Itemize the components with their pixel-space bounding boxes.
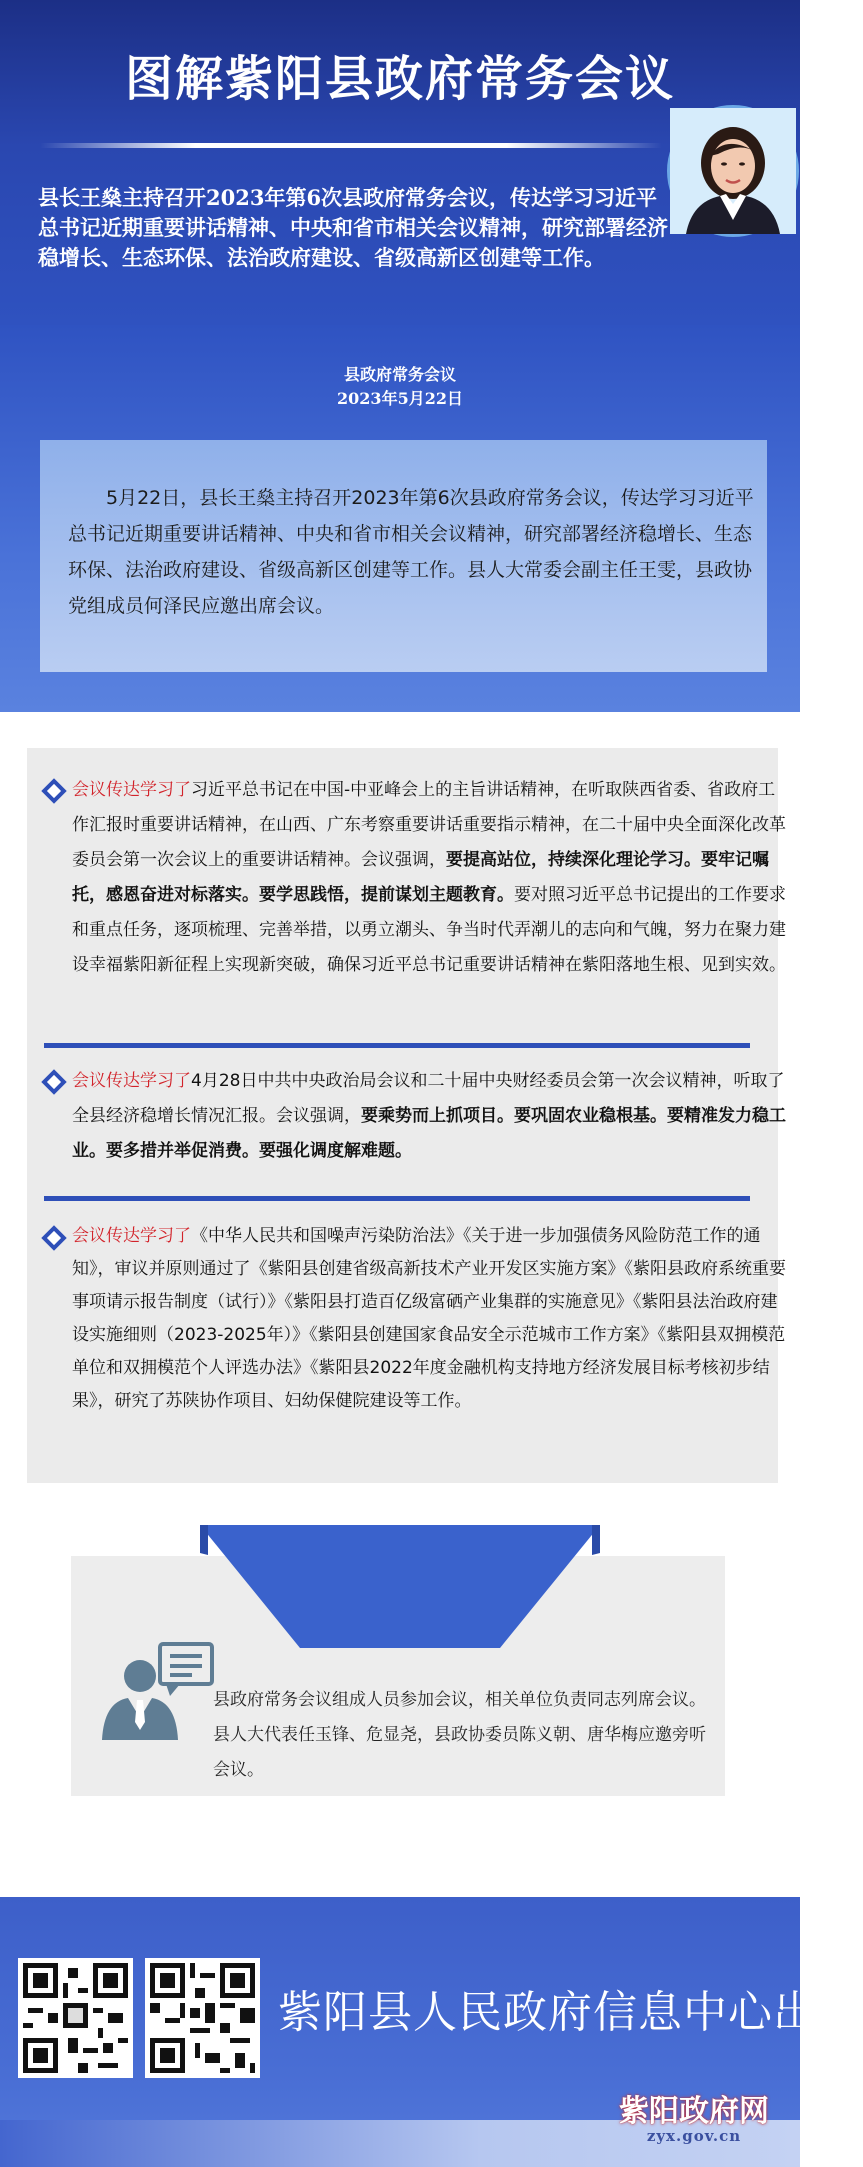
section-1-body: 习近平总书记在中国-中亚峰会上的主旨讲话精神，在听取陕西省委、省政府工作汇报时重要讲话精神，在山西、广东考察重要讲话重要指示精神，在二十届中央全面深化改革委员会第一次会议上的重要讲话精神。会议强调， (72, 780, 786, 870)
portrait-icon (670, 108, 796, 234)
qr-code-pattern (18, 1958, 133, 2078)
page-title: 图解紫阳县政府常务会议 (124, 51, 675, 107)
meeting-name: 县政府常务会议 (343, 365, 456, 384)
section-divider (44, 1196, 750, 1201)
section-1-text (72, 773, 790, 983)
section-3-highlight: 会议传达学习了 (72, 1226, 191, 1246)
section-1-highlight: 会议传达学习了 (72, 780, 191, 800)
attendees-text: 县政府常务会议组成人员参加会议，相关单位负责同志列席会议。县人大代表任玉锋、危显尧，县政协委员陈义朝、唐华梅应邀旁听会议。 (213, 1690, 706, 1780)
section-3-body: 《中华人民共和国噪声污染防治法》《关于进一步加强债务风险防范工作的通知》，审议并原则通过了《紫阳县创建省级高新技术产业开发区实施方案》《紫阳县政府系统重要事项请示报告制度（试行）》《紫阳县打造百亿级富硒产业集群的实施意见》《紫阳县法治政府建设实施细则（2023-2025年）》《紫阳县创建国家食品安全示范城市工作方案》《紫阳县双拥模范单位和双拥模范个人评选办法》《紫阳县2022年度金融机构支持地方经济发展目标考核初步结果》，研究了苏陕协作项目、妇幼保健院建设等工作。 (72, 1226, 786, 1411)
qr-code-pattern (145, 1958, 260, 2078)
footer-domain[interactable]: zyx.gov.cn (646, 2127, 742, 2145)
qr-code-icon[interactable] (18, 1958, 133, 2078)
meeting-date: 2023年5月22日 (337, 389, 463, 408)
intro-text: 5月22日，县长王燊主持召开2023年第6次县政府常务会议，传达学习习近平总书记近期重要讲话精神、中央和省市相关会议精神，研究部署经济稳增长、生态环保、法治政府建设、省级高新区创建等工作。县人大常委会副主任王雯，县政协党组成员何泽民应邀出席会议。 (68, 487, 754, 617)
section-1-emphasis: 要提高站位，持续深化理论学习。要牢记嘱托，感恩奋进对标落实。要学思践悟，提前谋划主题教育。 (72, 850, 769, 905)
footer-title: 紫阳县人民政府信息中心出品 (278, 1987, 863, 2038)
section-2-text (72, 1064, 790, 1169)
person-speech-icon (100, 1640, 220, 1740)
tab-shape (200, 1525, 600, 1648)
section-1-body-2: 要对照习近平总书记提出的工作要求和重点任务，逐项梳理、完善举措，以勇立潮头、争当时代弄潮儿的志向和气魄，努力在聚力建设幸福紫阳新征程上实现新突破，确保习近平总书记重要讲话精神在紫阳落地生根、见到实效。 (72, 885, 786, 975)
footer-brand-logo[interactable]: 紫阳政府网 (619, 2094, 769, 2129)
header-summary: 县长王燊主持召开2023年第6次县政府常务会议，传达学习习近平总书记近期重要讲话精神、中央和省市相关会议精神，研究部署经济稳增长、生态环保、法治政府建设、省级高新区创建等工作。 (38, 185, 668, 270)
section-2-emphasis: 要乘势而上抓项目。要巩固农业稳根基。要精准发力稳工业。要多措并举促消费。要强化调度解难题。 (72, 1106, 786, 1161)
section-divider (44, 1043, 750, 1048)
qr-code-icon[interactable] (145, 1958, 260, 2078)
section-2-body: 4月28日中共中央政治局会议和二十届中央财经委员会第一次会议精神，听取了全县经济稳增长情况汇报。会议强调， (72, 1071, 785, 1126)
section-3-text (72, 1220, 790, 1418)
title-divider (40, 143, 662, 148)
avatar (667, 105, 799, 237)
section-2-highlight: 会议传达学习了 (72, 1071, 191, 1091)
